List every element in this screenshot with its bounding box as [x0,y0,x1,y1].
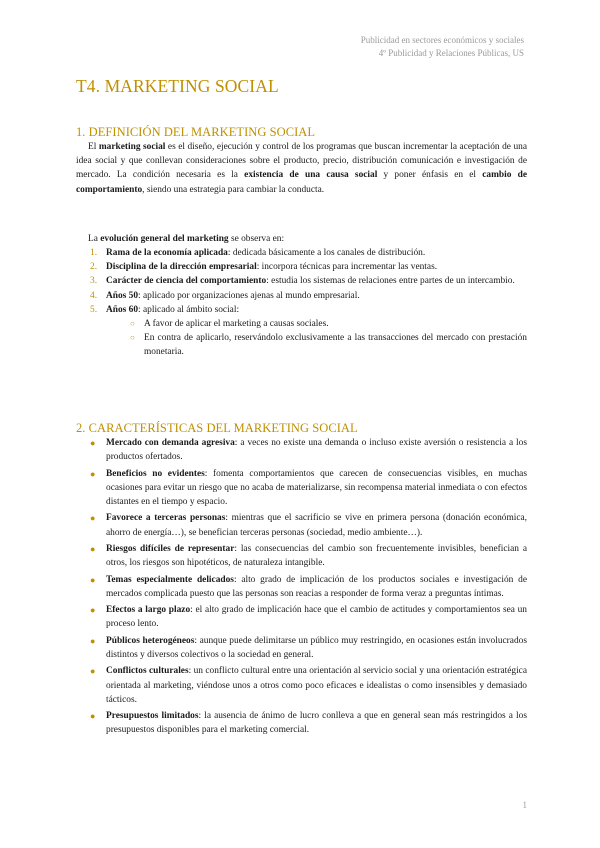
circle-bullet-icon: ○ [130,333,135,343]
list-item [76,709,527,737]
list-item [76,634,527,662]
bullet-icon: ● [90,666,96,677]
sub-list-item [106,317,527,331]
text-run: es el diseño, ejecución y control de los programas que buscan incrementar la aceptación de una idea social y que conllevan consideraciones sobre el producto, precio, distribución comunicación e investigación de mercado. La condición necesaria es la [76,142,527,181]
list-item [76,664,527,707]
list-item-term: Años 50 [106,290,139,301]
list-number: 5. [90,304,98,315]
document-title: T4. MARKETING SOCIAL [76,76,279,96]
sub-list-item-text: En contra de aplicarlo, reservándolo exclusivamente a las transacciones del mercado con prestación monetaria. [144,333,527,358]
text-run: La [88,234,101,244]
list-item-term: Temas especialmente delicados [106,574,234,585]
list-item-text: : alto grado de implicación de los productos sociales e investigación de mercados complicada puesto que las personas son reacias a responder de forma veraz a preguntas íntimas. [106,574,527,599]
list-item [76,289,527,303]
list-item-term: Carácter de ciencia del comportamiento [106,276,267,287]
list-item-text: : aunque puede delimitarse un público muy restringido, en ocasiones están involucrados distintos y diversos colectivos o la sociedad en general. [106,635,527,660]
bullet-icon: ● [90,574,96,585]
list-item-text: : un conflicto cultural entre una orientación al servicio social y una orientación estratégica orientada al marketing, viéndose unos a otros como poco eficaces e idealistas o como insensibles y demasiado tácticos. [106,666,528,705]
bold-term: existencia de una causa social [244,170,378,181]
circle-bullet-icon: ○ [130,319,135,329]
bold-term: evolución general del marketing [100,234,229,244]
list-item-term: Presupuestos limitados [106,711,199,722]
list-item-text: : aplicado al ámbito social: [138,304,240,315]
list-item [76,436,527,464]
list-item [76,603,527,631]
evolution-intro-paragraph [76,232,527,246]
list-item [76,260,527,274]
list-item-text: : a veces no existe una demanda o incluso existe aversión o resistencia a los productos ofertados. [106,438,527,463]
list-item-term: Conflictos culturales [106,666,189,677]
section-heading-definition: 1. DEFINICIÓN DEL MARKETING SOCIAL [76,125,316,139]
list-item-text: : la ausencia de ánimo de lucro conlleva a que en general sean más restringidos a los presupuestos disponibles para el marketing comercial. [106,711,527,736]
header-line-degree: 4º Publicidad y Relaciones Públicas, US [378,48,524,58]
list-item [76,274,527,288]
bullet-icon: ● [90,513,96,524]
list-item-text: : mientras que el sacrificio se vive en primera persona (donación económica, ahorro de energía…), se benefician terceras personas (sociedad, medio ambiente…). [106,513,528,538]
list-item-text: : dedicada básicamente a los canales de distribución. [227,248,426,258]
list-item-text: : estudia los sistemas de relaciones entre partes de un intercambio. [266,276,515,287]
list-item-term: Rama de la economía aplicada [106,248,228,258]
list-number: 3. [90,276,98,287]
sub-list-item-text: A favor de aplicar el marketing a causas sociales. [144,319,329,330]
list-item [76,467,527,510]
list-item-text: : las consecuencias del cambio son frecuentemente invisibles, benefician a otros, los riesgos son hipotéticos, de naturaleza intangible. [106,543,527,569]
bold-term: cambio de comportamiento [76,170,527,195]
text-run: El [88,142,99,152]
list-number: 1. [90,248,98,258]
list-item-term: Favorece a terceras personas [106,513,226,524]
sub-list-item [106,331,527,359]
list-item-text: : el alto grado de implicación hace que el cambio de actitudes y comportamientos sea un proceso lento. [106,605,527,630]
bullet-icon: ● [90,468,96,479]
list-item-term: Públicos heterogéneos [106,635,195,646]
list-item [76,246,527,260]
page-number: 1 [522,800,527,810]
bullet-icon: ● [90,605,96,616]
list-item [76,511,527,539]
definition-paragraph [76,140,527,197]
list-item-text: : aplicado por organizaciones ajenas al mundo empresarial. [138,290,360,301]
bold-term: marketing social [98,142,166,152]
list-item-term: Riesgos difíciles de representar [106,543,235,554]
list-item-term: Mercado con demanda agresiva [106,438,235,448]
list-number: 4. [90,290,98,301]
running-header [361,34,524,60]
evolution-list [76,246,527,360]
list-item-term: Años 60 [106,304,139,315]
list-item [76,303,527,360]
bullet-icon: ● [90,543,96,554]
list-number: 2. [90,262,98,273]
list-item [76,573,527,601]
list-item-text: : fomenta comportamientos que carecen de consecuencias visibles, en muchas ocasiones para evitar un riesgo que no acaba de materializarse, sin recompensa material inmediata o con efectos distantes en el tiempo y espacio. [106,468,527,507]
bullet-icon: ● [90,635,96,646]
characteristics-list [76,436,527,740]
list-item [76,542,527,570]
text-run: se observa en: [228,234,285,244]
section-heading-characteristics: 2. CARACTERÍSTICAS DEL MARKETING SOCIAL [76,421,358,435]
list-item-text: : incorpora técnicas para incrementar las ventas. [256,262,438,273]
text-run: y poner énfasis en el [377,170,483,181]
text-run: , siendo una estrategia para cambiar la conducta. [142,184,325,195]
list-item-term: Efectos a largo plazo [106,605,191,616]
bullet-icon: ● [90,438,96,448]
list-item-term: Disciplina de la dirección empresarial [106,262,257,273]
sub-list [106,317,527,360]
bullet-icon: ● [90,711,96,722]
header-line-course: Publicidad en sectores económicos y sociales [360,35,524,45]
list-item-term: Beneficios no evidentes [106,468,205,479]
